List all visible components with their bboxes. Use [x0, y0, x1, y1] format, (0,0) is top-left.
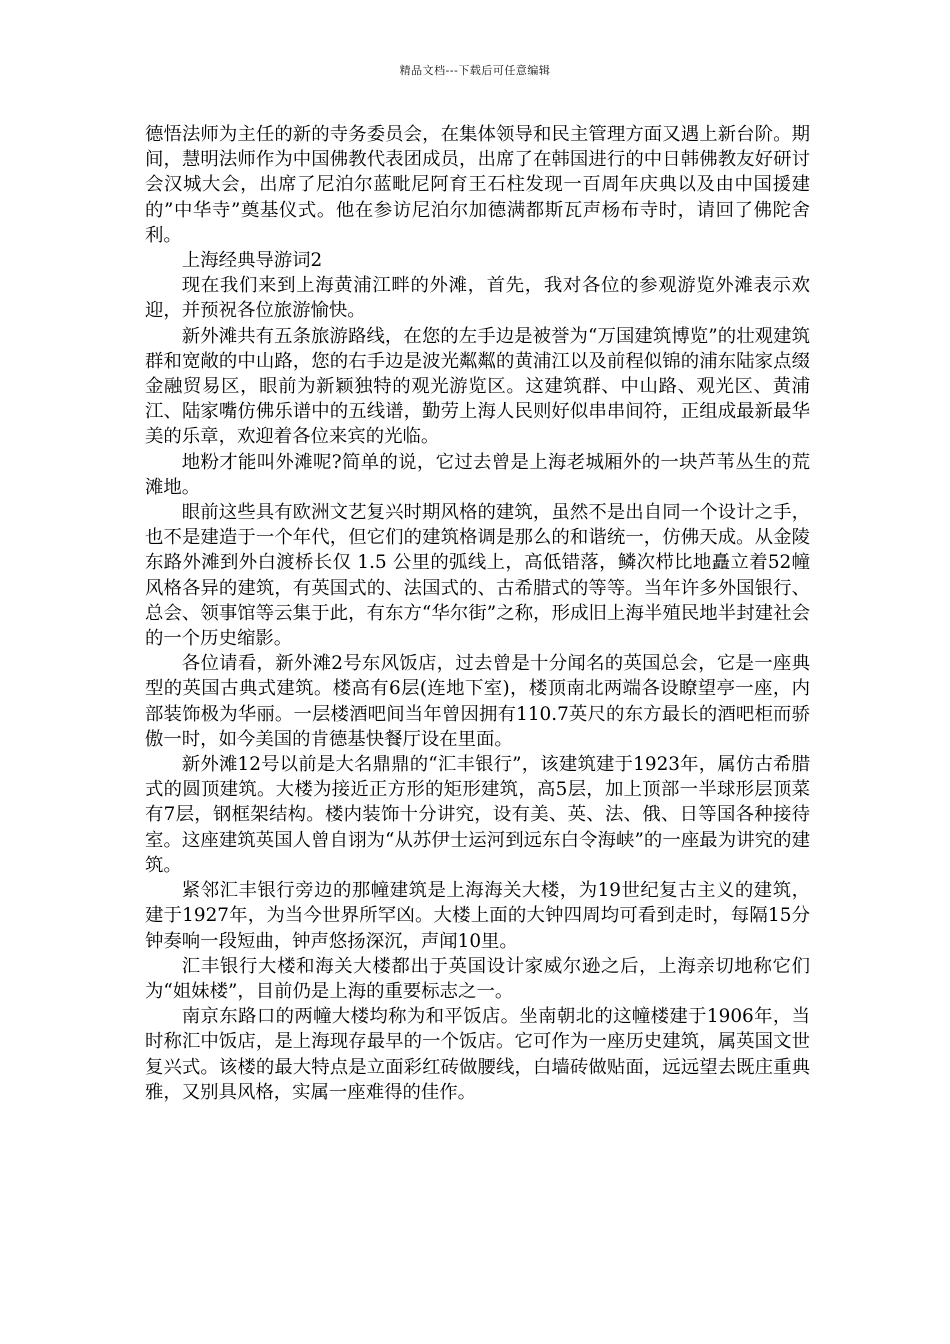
paragraph: 紧邻汇丰银行旁边的那幢建筑是上海海关大楼，为19世纪复古主义的建筑，建于1927年，为当今世界所罕凶。大楼上面的大钟四周均可看到走时，每隔15分钟奏响一段短曲，钟声悠扬深沉，声闻10里。 — [145, 880, 810, 952]
paragraph: 新外滩共有五条旅游路线，在您的左手边是被誉为“万国建筑博览”的壮观建筑群和宽敞的中山路，您的右手边是波光粼粼的黄浦江以及前程似锦的浦东陆家点缀金融贸易区，眼前为新颖独特的观光游览区。这建筑群、中山路、观光区、黄浦江、陆家嘴仿佛乐谱中的五线谱，勤劳上海人民则好似串串间符，正组成最新最华美的乐章，欢迎着各位来宾的光临。 — [145, 325, 810, 448]
page-header: 精品文档---下载后可任意编辑 — [399, 64, 551, 77]
paragraph: 现在我们来到上海黄浦江畔的外滩，首先，我对各位的参观游览外滩表示欢迎，并预祝各位旅游愉快。 — [145, 275, 810, 322]
paragraph: 南京东路口的两幢大楼均称为和平饭店。坐南朝北的这幢楼建于1906年，当时称汇中饭店，是上海现存最早的一个饭店。它可作为一座历史建筑，属英国文世复兴式。该楼的最大特点是立面彩红砖做腰线，白墙砖做贴面，远远望去既庄重典雅，又别具风格，实属一座难得的佳作。 — [145, 1006, 810, 1103]
paragraph: 眼前这些具有欧洲文艺复兴时期风格的建筑，虽然不是出自同一个设计之手，也不是建造于一个年代，但它们的建筑格调是那么的和谐统一，仿佛天成。从金陵东路外滩到外白渡桥长仅 1.5 公里的弧线上，高低错落，鳞次栉比地矗立着52幢风格各异的建筑，有英国式的、法国式的、古希腊式的等等。当年许多外国银行、总会、领事馆等云集于此，有东方“华尔街”之称，形成旧上海半殖民地半封建社会的一个历史缩影。 — [145, 502, 810, 650]
paragraph: 新外滩12号以前是大名鼎鼎的“汇丰银行”，该建筑建于1923年，属仿古希腊式的圆顶建筑。大楼为接近正方形的矩形建筑，高5层，加上顶部一半球形层顶菜有7层，钢框架结构。楼内装饰十分讲究，设有美、英、法、俄、日等国各种接待室。这座建筑英国人曾自诩为“从苏伊士运河到远东白令海峡”的一座最为讲究的建筑。 — [145, 754, 810, 876]
paragraph: 地粉才能叫外滩呢?简单的说，它过去曾是上海老城厢外的一块芦苇丛生的荒滩地。 — [145, 451, 810, 498]
section-heading: 上海经典导游词2 — [181, 250, 323, 272]
paragraph: 德悟法师为主任的新的寺务委员会，在集体领导和民主管理方面又遇上新台阶。期间，慧明法师作为中国佛教代表团成员，出席了在韩国进行的中日韩佛教友好研讨会汉城大会，出席了尼泊尔蓝毗尼阿育王石柱发现一百周年庆典以及由中国援建的”中华寺”奠基仪式。他在参访尼泊尔加德满都斯瓦声杨布寺时，请回了佛陀舍利。 — [145, 124, 810, 246]
paragraph: 汇丰银行大楼和海关大楼都出于英国设计家威尔逊之后，上海亲切地称它们为“姐妹楼”，目前仍是上海的重要标志之一。 — [145, 955, 810, 1002]
document-body — [145, 122, 810, 1105]
paragraph: 各位请看，新外滩2号东风饭店，过去曾是十分闻名的英国总会，它是一座典型的英国古典式建筑。楼高有6层(连地下室)，楼顶南北两端各设瞭望亭一座，内部装饰极为华丽。一层楼酒吧间当年曾因拥有110.7英尺的东方最长的酒吧柜而骄傲一时，如今美国的肯德基快餐厅设在里面。 — [145, 653, 810, 750]
